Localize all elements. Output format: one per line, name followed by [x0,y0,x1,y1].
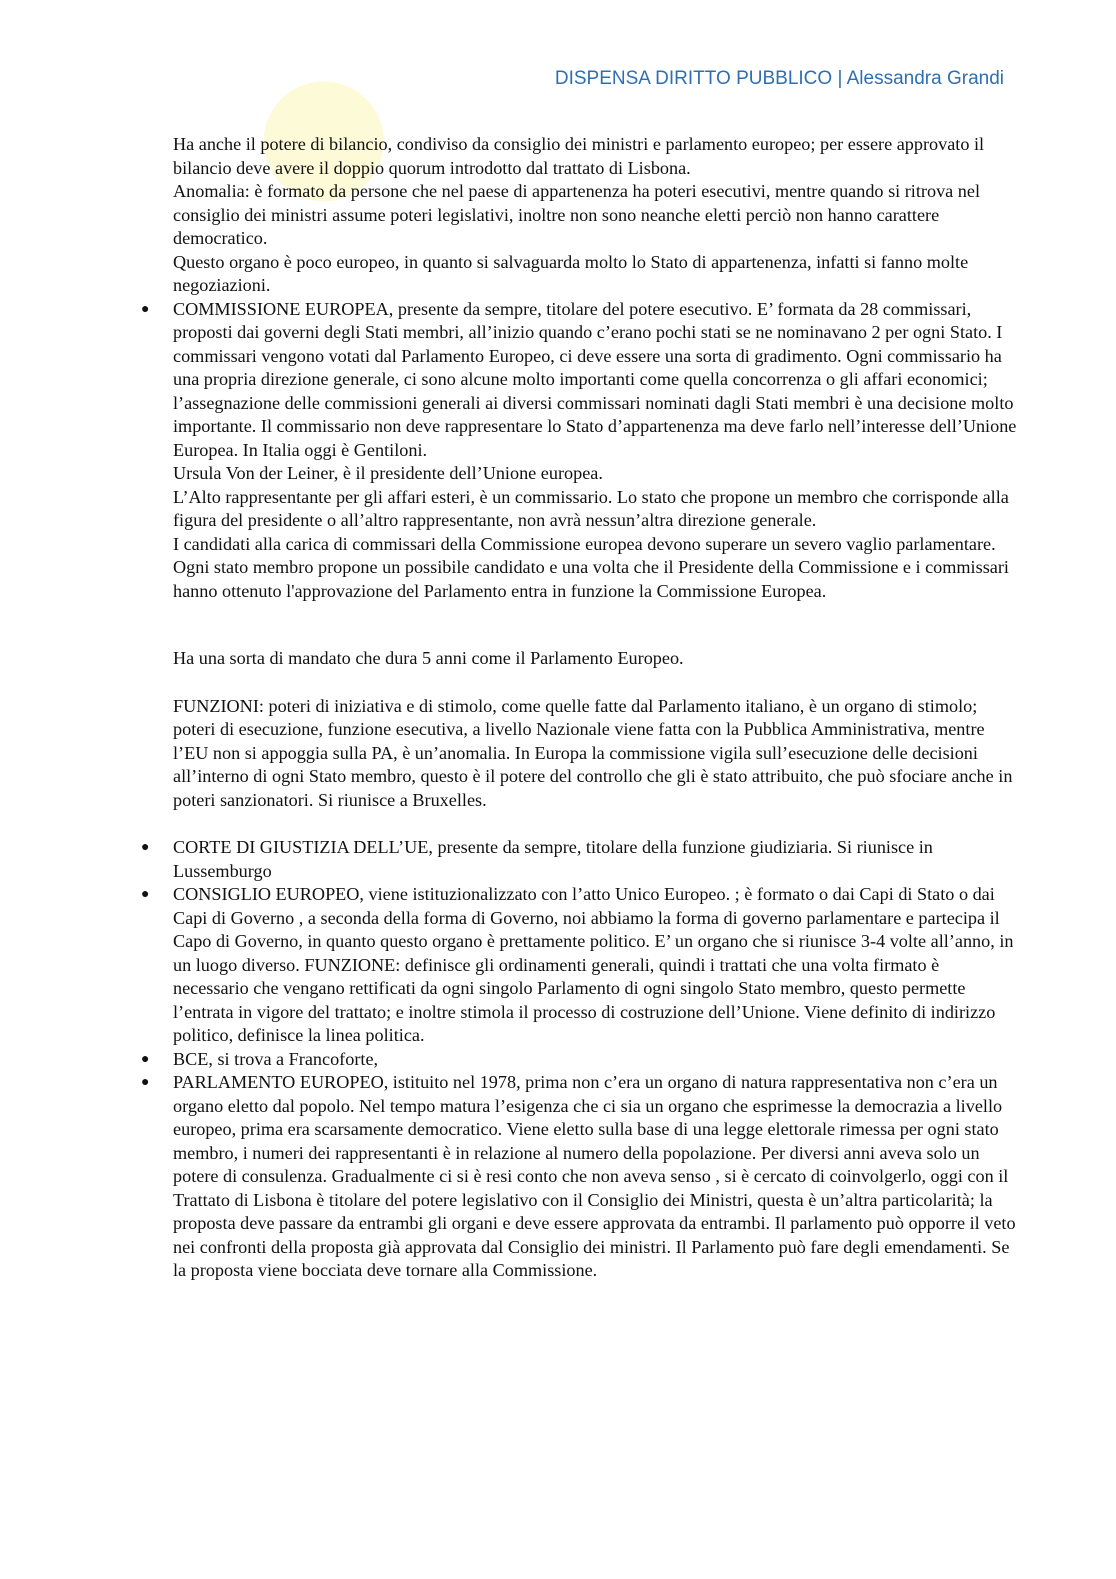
bullet-icon: ● [141,1051,150,1067]
list-item [141,836,1018,883]
mandato-paragraph: Ha una sorta di mandato che dura 5 anni come il Parlamento Europeo. [173,648,684,668]
list-item-commissione [141,298,1018,604]
commissione-text: COMMISSIONE EUROPEA, presente da sempre, titolare del potere esecutivo. E’ formata da 28 commissari, proposti dai governi degli Stati membri, all’inizio quando c’erano pochi stati se ne nominavano 2 per ogni Stato. I commissari vengono votati dal Parlamento Europeo, ci deve essere una sorta di gradimento. Ogni commissario ha una propria direzione generale, ci sono alcune molto importanti come quella concorrenza o gli affari economici; l’assegnazione delle commissioni generali ai diversi commissari nominati dagli Stati membri è una decisione molto importante. Il commissario non deve rappresentare lo Stato d’appartenenza ma deve farlo nell’interesse dell’Unione Europea. In Italia oggi è Gentiloni. [173,298,1017,460]
bullet-icon: ● [141,887,150,902]
spacer [173,603,1018,647]
list-item [141,883,1018,1048]
list-item-text: PARLAMENTO EUROPEO, istituito nel 1978, prima non c’era un organo di natura rappresentativa non c’era un organo eletto dal popolo. Nel tempo matura l’esigenza che ci sia un organo che esprimesse la democrazia a livello europeo, prima era scarsamente democratico. Viene eletto sulla base di una legge elettorale rimessa per ogni stato membro, i numeri dei rappresentanti è in relazione al numero della popolazione. Per diversi anni aveva solo un potere di consulenza. Gradualmente ci si è resi conto che non aveva senso , si è cercato di coinvolgerlo, oggi con il Trattato di Lisbona è titolare del potere legislativo con il Consiglio dei Ministri, questa è un’altra particolarità; la proposta deve passare da entrambi gli organi e deve essere approvata da entrambi. Il parlamento può opporre il veto nei confronti della proposta già approvata dal Consiglio dei ministri. Il Parlamento può fare degli emendamenti. Se la proposta viene bocciata deve tornare alla Commissione. [173,1072,1016,1280]
bullet-icon: ● [141,301,150,317]
funzioni-paragraph: FUNZIONI: poteri di iniziativa e di stimolo, come quelle fatte dal Parlamento italiano, è un organo di stimolo; poteri di esecuzione, funzione esecutiva, a livello Nazionale viene fatta con la Pubblica Amministrativa, mentre l’EU non si appoggia sulla PA, è un’anomalia. In Europa la commissione vigila sull’esecuzione delle decisioni all’interno di ogni Stato membro, questo è il potere del controllo che gli è stato attribuito, che può sfociare anche in poteri sanzionatori. Si riunisce a Bruxelles. [173,695,1013,810]
page-header: DISPENSA DIRITTO PUBBLICO | Alessandra Grandi [554,68,1004,89]
commissione-text: L’Alto rappresentante per gli affari esteri, è un commissario. Lo stato che propone un membro che corrisponde alla figura del presidente o all’altro rappresentante, non avrà nessun’altra direzione generale. [173,486,1009,530]
list-item-text: BCE, si trova a Francoforte, [173,1048,379,1069]
spacer [173,812,1018,836]
commissione-text: Ursula Von der Leiner, è il presidente dell’Unione europea. [173,463,603,483]
list-item-text: CONSIGLIO EUROPEO, viene istituzionalizzato con l’atto Unico Europeo. ; è formato o dai Capi di Stato o dai Capi di Governo , a seconda della forma di Governo, noi abbiamo la forma di governo parlamentare e partecipa il Capo di Governo, in quanto questo organo è prettamente politico. E’ un organo che si riunisce 3-4 volte all’anno, in un luogo diverso. FUNZIONE: definisce gli ordinamenti generali, quindi i trattati che una volta firmato è necessario che vengano rettificati da ogni singolo Parlamento di ogni singolo Stato membro, questo permette l’entrata in vigore del trattato; e inoltre stimola il processo di costruzione dell’Unione. Viene definito di indirizzo politico, definisce la linea politica. [173,884,1014,1045]
bullet-icon: ● [141,1075,150,1090]
spacer [173,671,1018,695]
bullet-icon: ● [141,840,150,855]
list-item [141,1071,1018,1283]
intro-paragraph: Questo organo è poco europeo, in quanto si salvaguarda molto lo Stato di appartenenza, infatti si fanno molte negoziazioni. [173,251,969,295]
commissione-text: I candidati alla carica di commissari della Commissione europea devono superare un severo vaglio parlamentare. Ogni stato membro propone un possibile candidato e una volta che il Presidente della Commissione e i commissari hanno ottenuto l'approvazione del Parlamento entra in funzione la Commissione Europea. [173,533,1009,601]
list-item-text: CORTE DI GIUSTIZIA DELL’UE, presente da sempre, titolare della funzione giudiziaria. Si riunisce in Lussemburgo [173,837,933,881]
intro-paragraph: Ha anche il potere di bilancio, condiviso da consiglio dei ministri e parlamento europeo; per essere approvato il bilancio deve avere il doppio quorum introdotto dal trattato di Lisbona. [173,134,985,178]
document-body [141,133,1018,1283]
list-item [141,1048,1018,1072]
intro-paragraph: Anomalia: è formato da persone che nel paese di appartenenza ha poteri esecutivi, mentre quando si ritrova nel consiglio dei ministri assume poteri legislativi, inoltre non sono neanche eletti perciò non hanno carattere democratico. [173,181,980,248]
organs-list [141,298,1018,604]
organs-list-2 [141,836,1018,1283]
